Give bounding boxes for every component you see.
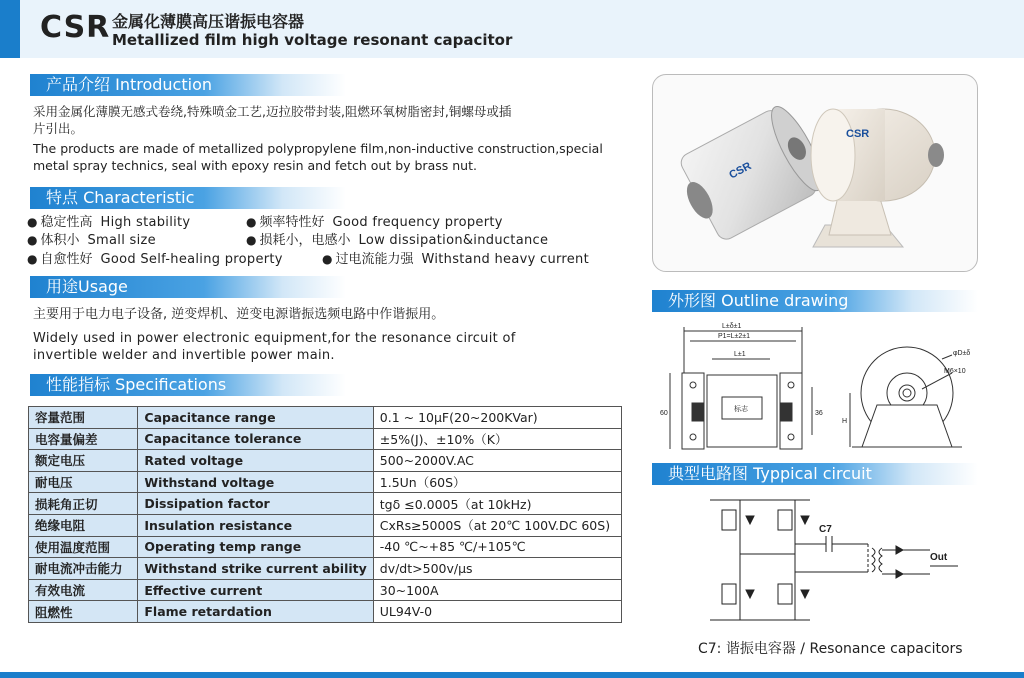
circuit-caption: C7: 谐振电容器 / Resonance capacitors bbox=[698, 641, 963, 657]
dim-L: L±δ±1 bbox=[722, 323, 742, 330]
bullet-icon: ● bbox=[27, 215, 38, 229]
section-introduction-heading bbox=[30, 74, 346, 96]
product-title-cn: 金属化薄膜高压谐振电容器 bbox=[112, 12, 305, 31]
table-row: 电容量偏差 Capacitance tolerance ±5%(J)、±10%（K） bbox=[29, 428, 622, 450]
introduction-text-en-1: The products are made of metallized polypropylene film,non-inductive construction,special bbox=[33, 141, 603, 156]
bullet-icon: ● bbox=[246, 233, 257, 247]
characteristic-item: ● 损耗小，电感小 Low dissipation&inductance bbox=[246, 233, 549, 248]
section-specifications-heading bbox=[30, 374, 346, 396]
product-code: CSR bbox=[40, 10, 111, 45]
table-row: 容量范围 Capacitance range 0.1 ~ 10μF(20~200KVar) bbox=[29, 407, 622, 429]
usage-heading-cn: 用途 bbox=[46, 277, 79, 296]
header-accent bbox=[0, 0, 20, 58]
usage-text-cn: 主要用于电力电子设备, 逆变焊机、逆变电源谐振选频电路中作谐振用。 bbox=[33, 307, 445, 322]
usage-text-en-1: Widely used in power electronic equipment,for the resonance circuit of bbox=[33, 331, 516, 346]
section-outline-heading bbox=[652, 290, 978, 312]
circuit-heading-en: Typpical circuit bbox=[753, 464, 872, 483]
outline-drawing bbox=[652, 315, 992, 455]
table-row: 绝缘电阻 Insulation resistance CxRs≥5000S（at 20℃ 100V.DC 60S) bbox=[29, 514, 622, 536]
specifications-heading-en: Specifications bbox=[115, 375, 227, 394]
product-photo bbox=[652, 74, 978, 272]
dim-M: M6×10 bbox=[944, 368, 966, 375]
svg-text:CSR: CSR bbox=[727, 160, 754, 182]
characteristic-heading-en: Characteristic bbox=[83, 188, 195, 207]
c7-label: C7 bbox=[819, 524, 832, 535]
usage-heading-en: Usage bbox=[78, 277, 128, 296]
section-usage-heading bbox=[30, 276, 346, 298]
bullet-icon: ● bbox=[246, 215, 257, 229]
introduction-text-cn-1: 采用金属化薄膜无感式卷绕,特殊喷金工艺,迈拉胶带封装,阻燃环氧树脂密封,铜螺母或插 bbox=[33, 104, 512, 119]
capacitor-illustration bbox=[653, 75, 977, 271]
bullet-icon: ● bbox=[27, 252, 38, 266]
body-mark: 标志 bbox=[734, 406, 748, 413]
introduction-heading-en: Introduction bbox=[115, 75, 212, 94]
introduction-text-en-2: metal spray technics, seal with epoxy resin and fetch out by brass nut. bbox=[33, 158, 477, 173]
outline-heading-cn: 外形图 bbox=[668, 291, 717, 310]
characteristic-heading-cn: 特点 bbox=[46, 188, 79, 207]
table-row: 有效电流 Effective current 30~100A bbox=[29, 579, 622, 601]
usage-text-en-2: invertible welder and invertible power main. bbox=[33, 348, 335, 363]
characteristic-item: ● 稳定性高 High stability bbox=[27, 215, 191, 230]
table-row: 使用温度范围 Operating temp range -40 ℃~+85 ℃/+105℃ bbox=[29, 536, 622, 558]
section-characteristic-heading bbox=[30, 187, 346, 209]
circuit-heading-cn: 典型电路图 bbox=[668, 464, 749, 483]
dim-60: 60 bbox=[660, 410, 668, 417]
characteristic-item: ● 过电流能力强 Withstand heavy current bbox=[322, 252, 589, 267]
table-row: 额定电压 Rated voltage 500~2000V.AC bbox=[29, 450, 622, 472]
table-row: 阻燃性 Flame retardation UL94V-0 bbox=[29, 601, 622, 623]
right-capacitor bbox=[811, 109, 944, 247]
characteristic-item: ● 体积小 Small size bbox=[27, 233, 156, 248]
dim-P1: P1=L±2±1 bbox=[718, 333, 751, 340]
characteristic-item: ● 自愈性好 Good Self-healing property bbox=[27, 252, 283, 267]
section-circuit-heading bbox=[652, 463, 978, 485]
svg-text:CSR: CSR bbox=[846, 128, 870, 140]
left-capacitor bbox=[669, 101, 832, 248]
table-row: 损耗角正切 Dissipation factor tgδ ≤0.0005（at 10kHz) bbox=[29, 493, 622, 515]
dim-D: φD±δ bbox=[953, 350, 971, 357]
table-row: 耐电压 Withstand voltage 1.5Un（60S） bbox=[29, 471, 622, 493]
outline-heading-en: Outline drawing bbox=[721, 291, 849, 310]
specifications-table bbox=[28, 406, 622, 623]
footer-bar bbox=[0, 672, 1024, 678]
dim-L1: L±1 bbox=[734, 351, 746, 358]
bullet-icon: ● bbox=[27, 233, 38, 247]
table-row: 耐电流冲击能力 Withstand strike current ability dv/dt>500v/μs bbox=[29, 558, 622, 580]
product-title-en: Metallized film high voltage resonant capacitor bbox=[112, 31, 513, 49]
specifications-heading-cn: 性能指标 bbox=[46, 375, 111, 394]
introduction-text-cn-2: 片引出。 bbox=[33, 121, 84, 136]
circuit-diagram bbox=[700, 492, 960, 628]
bullet-icon: ● bbox=[322, 252, 333, 266]
introduction-heading-cn: 产品介绍 bbox=[46, 75, 111, 94]
dim-36: 36 bbox=[815, 410, 823, 417]
out-label: Out bbox=[930, 552, 948, 563]
characteristic-item: ● 频率特性好 Good frequency property bbox=[246, 215, 503, 230]
dim-H: H bbox=[842, 418, 848, 425]
